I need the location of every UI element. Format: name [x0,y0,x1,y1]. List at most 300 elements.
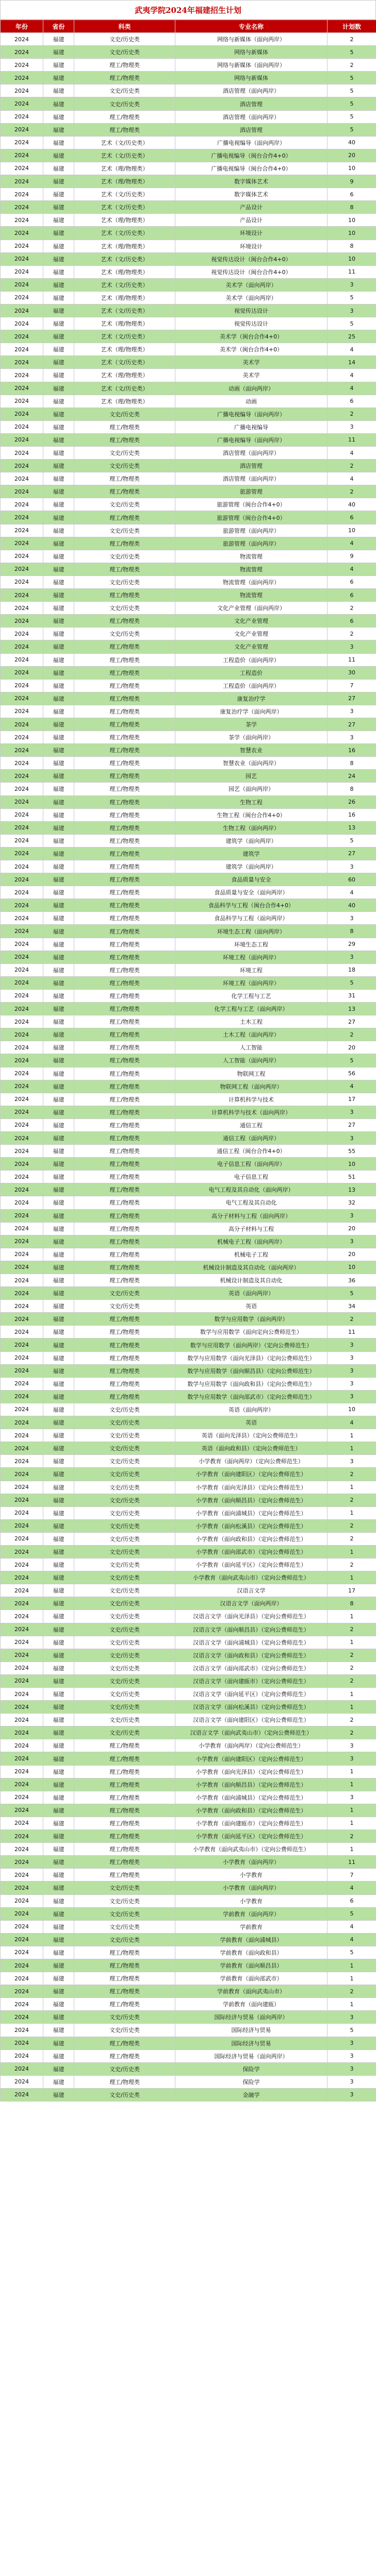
cell-year: 2024 [1,1894,43,1907]
cell-plan-count: 6 [328,589,376,602]
cell-subject-type: 理工/物理类 [74,1171,175,1183]
cell-subject-type: 艺术（理/物理类） [74,343,175,356]
table-row [1,1442,376,1455]
cell-major: 化学工程与工艺（面向两岸） [175,1003,328,1015]
cell-year: 2024 [1,460,43,472]
cell-plan-count: 56 [328,1067,376,1080]
cell-year: 2024 [1,1830,43,1843]
cell-year: 2024 [1,420,43,433]
cell-plan-count: 5 [328,834,376,847]
cell-province: 福建 [43,447,74,460]
cell-subject-type: 文史/历史类 [74,1726,175,1739]
cell-year: 2024 [1,1519,43,1532]
cell-major: 动画（面向两岸） [175,382,328,395]
cell-province: 福建 [43,1765,74,1778]
cell-province: 福建 [43,265,74,278]
table-row [1,136,376,149]
cell-plan-count: 1 [328,1701,376,1714]
cell-subject-type: 文史/历史类 [74,2088,175,2101]
cell-province: 福建 [43,1610,74,1623]
cell-province: 福建 [43,1028,74,1041]
cell-plan-count: 1 [328,1429,376,1442]
cell-major: 学前教育 [175,1920,328,1933]
cell-year: 2024 [1,1313,43,1326]
cell-subject-type: 理工/物理类 [74,1313,175,1326]
cell-plan-count: 6 [328,575,376,588]
cell-plan-count: 5 [328,84,376,97]
cell-plan-count: 3 [328,2037,376,2049]
cell-plan-count: 3 [328,951,376,963]
cell-major: 网络与新媒体 [175,72,328,84]
cell-major: 美术学（面向两岸） [175,278,328,291]
cell-subject-type: 理工/物理类 [74,963,175,976]
cell-plan-count: 1 [328,1545,376,1558]
cell-subject-type: 文史/历史类 [74,1597,175,1610]
cell-subject-type: 理工/物理类 [74,679,175,692]
cell-province: 福建 [43,175,74,188]
cell-subject-type: 理工/物理类 [74,925,175,938]
cell-subject-type: 理工/物理类 [74,886,175,899]
cell-province: 福建 [43,343,74,356]
cell-major: 土木工程（面向两岸） [175,1028,328,1041]
cell-plan-count: 6 [328,188,376,201]
table-row [1,1209,376,1222]
cell-subject-type: 理工/物理类 [74,1972,175,1985]
cell-province: 福建 [43,1817,74,1829]
cell-subject-type: 文史/历史类 [74,1894,175,1907]
cell-subject-type: 文史/历史类 [74,1403,175,1416]
cell-subject-type: 理工/物理类 [74,640,175,653]
cell-province: 福建 [43,1843,74,1856]
cell-major: 小学教育（面向松溪县）（定向公费师范生） [175,1519,328,1532]
cell-subject-type: 理工/物理类 [74,1791,175,1804]
table-row [1,1869,376,1882]
cell-plan-count: 5 [328,1907,376,1920]
table-row [1,783,376,795]
cell-plan-count: 1 [328,1688,376,1701]
cell-subject-type: 文史/历史类 [74,46,175,59]
cell-province: 福建 [43,1869,74,1882]
table-row [1,1118,376,1131]
cell-major: 化学工程与工艺 [175,989,328,1002]
cell-plan-count: 3 [328,1455,376,1468]
cell-year: 2024 [1,1248,43,1261]
cell-year: 2024 [1,1287,43,1300]
cell-plan-count: 8 [328,757,376,770]
cell-subject-type: 理工/物理类 [74,1028,175,1041]
cell-plan-count: 3 [328,420,376,433]
cell-major: 计算机科学与技术（面向两岸） [175,1106,328,1118]
cell-subject-type: 文史/历史类 [74,1468,175,1481]
cell-year: 2024 [1,1571,43,1584]
cell-major: 旅游管理 [175,485,328,498]
table-row [1,1067,376,1080]
cell-year: 2024 [1,1183,43,1196]
cell-year: 2024 [1,1364,43,1377]
cell-year: 2024 [1,240,43,252]
cell-province: 福建 [43,1714,74,1726]
cell-subject-type: 理工/物理类 [74,989,175,1002]
cell-plan-count: 17 [328,1093,376,1106]
cell-plan-count: 3 [328,1338,376,1351]
cell-major: 汉语言文学（面向延平区）（定向公费师范生） [175,1688,328,1701]
cell-subject-type: 理工/物理类 [74,976,175,989]
cell-plan-count: 2 [328,485,376,498]
cell-province: 福建 [43,1054,74,1067]
cell-province: 福建 [43,1326,74,1338]
cell-major: 小学教育（面向延平区）（定向公费师范生） [175,1830,328,1843]
cell-major: 汉语言文学（面向建阳区）（定向公费师范生） [175,1714,328,1726]
cell-major: 汉语言文学（面向浦城县）（定向公费师范生） [175,1636,328,1649]
cell-plan-count: 7 [328,679,376,692]
cell-plan-count: 17 [328,1584,376,1597]
cell-year: 2024 [1,821,43,834]
cell-plan-count: 2 [328,1558,376,1571]
cell-province: 福建 [43,123,74,136]
cell-subject-type: 理工/物理类 [74,1106,175,1118]
cell-plan-count: 10 [328,162,376,175]
cell-year: 2024 [1,692,43,705]
cell-province: 福建 [43,472,74,485]
cell-year: 2024 [1,1494,43,1506]
cell-plan-count: 4 [328,1882,376,1894]
cell-major: 国际经济与贸易（面向两岸） [175,2049,328,2062]
cell-plan-count: 3 [328,1364,376,1377]
cell-subject-type: 理工/物理类 [74,666,175,679]
table-row [1,1261,376,1274]
cell-plan-count: 4 [328,369,376,382]
cell-major: 英语（面向两岸） [175,1403,328,1416]
cell-plan-count: 5 [328,72,376,84]
table-row [1,408,376,420]
cell-major: 广播电视编导（面向两岸） [175,136,328,149]
cell-year: 2024 [1,653,43,666]
cell-major: 数学与应用数学（面向定向公费师范生） [175,1326,328,1338]
cell-subject-type: 文史/历史类 [74,1907,175,1920]
cell-province: 福建 [43,912,74,925]
table-row [1,1714,376,1726]
table-row [1,912,376,925]
table-row [1,175,376,188]
cell-province: 福建 [43,951,74,963]
cell-major: 汉语言文学（面向政和县）（定向公费师范生） [175,1649,328,1662]
table-row [1,1907,376,1920]
cell-subject-type: 理工/物理类 [74,59,175,72]
cell-major: 酒店管理（面向两岸） [175,84,328,97]
cell-plan-count: 1 [328,1804,376,1817]
cell-plan-count: 3 [328,1752,376,1765]
cell-plan-count: 2 [328,1532,376,1545]
table-row [1,214,376,227]
cell-subject-type: 文史/历史类 [74,1920,175,1933]
cell-province: 福建 [43,460,74,472]
cell-major: 小学教育（面向建瓯市）（定向公费师范生） [175,1817,328,1829]
table-row [1,460,376,472]
cell-subject-type: 理工/物理类 [74,653,175,666]
cell-year: 2024 [1,1145,43,1158]
cell-subject-type: 理工/物理类 [74,718,175,731]
cell-year: 2024 [1,395,43,408]
cell-province: 福建 [43,1662,74,1674]
table-row [1,1972,376,1985]
cell-subject-type: 艺术（理/物理类） [74,162,175,175]
cell-year: 2024 [1,615,43,628]
cell-province: 福建 [43,59,74,72]
cell-subject-type: 理工/物理类 [74,1003,175,1015]
cell-subject-type: 文史/历史类 [74,1714,175,1726]
cell-subject-type: 文史/历史类 [74,1882,175,1894]
table-row [1,46,376,59]
table-row [1,1571,376,1584]
cell-major: 产品设计 [175,201,328,214]
cell-year: 2024 [1,1701,43,1714]
cell-year: 2024 [1,1998,43,2011]
cell-major: 文化产业管理 [175,640,328,653]
cell-subject-type: 理工/物理类 [74,472,175,485]
cell-plan-count: 13 [328,821,376,834]
cell-plan-count: 3 [328,640,376,653]
cell-plan-count: 2 [328,33,376,46]
cell-subject-type: 理工/物理类 [74,1015,175,1028]
cell-plan-count: 27 [328,692,376,705]
cell-year: 2024 [1,550,43,563]
cell-province: 福建 [43,1364,74,1377]
table-row [1,563,376,575]
cell-year: 2024 [1,938,43,951]
cell-plan-count: 2 [328,1985,376,1998]
header-plan-count: 计划数 [328,20,376,33]
cell-subject-type: 理工/物理类 [74,873,175,886]
cell-major: 小学教育（面向顺昌县）（定向公费师范生） [175,1494,328,1506]
cell-year: 2024 [1,1468,43,1481]
cell-subject-type: 文史/历史类 [74,524,175,537]
cell-year: 2024 [1,731,43,744]
cell-year: 2024 [1,1662,43,1674]
cell-plan-count: 10 [328,227,376,240]
cell-major: 汉语言文学（面向建瓯市）（定向公费师范生） [175,1674,328,1687]
cell-subject-type: 理工/物理类 [74,2049,175,2062]
cell-major: 汉语言文学（面向两岸） [175,1597,328,1610]
cell-year: 2024 [1,2024,43,2037]
table-row [1,679,376,692]
cell-subject-type: 理工/物理类 [74,1778,175,1791]
cell-province: 福建 [43,498,74,511]
cell-subject-type: 理工/物理类 [74,705,175,718]
cell-year: 2024 [1,162,43,175]
cell-province: 福建 [43,136,74,149]
cell-year: 2024 [1,1649,43,1662]
header-year: 年份 [1,20,43,33]
cell-year: 2024 [1,1300,43,1313]
cell-major: 视觉传达设计（闽台合作4+0） [175,265,328,278]
table-row [1,1649,376,1662]
cell-subject-type: 理工/物理类 [74,1998,175,2011]
cell-year: 2024 [1,537,43,550]
cell-plan-count: 1 [328,1610,376,1623]
cell-plan-count: 25 [328,330,376,343]
cell-major: 学前教育（面向浦城县） [175,1933,328,1946]
cell-major: 美术学 [175,356,328,369]
cell-year: 2024 [1,485,43,498]
cell-major: 国际经济与贸易 [175,2037,328,2049]
cell-year: 2024 [1,2037,43,2049]
cell-plan-count: 5 [328,110,376,123]
cell-year: 2024 [1,1429,43,1442]
cell-plan-count: 3 [328,2062,376,2075]
table-row [1,1338,376,1351]
cell-province: 福建 [43,408,74,420]
cell-year: 2024 [1,873,43,886]
cell-year: 2024 [1,1843,43,1856]
cell-subject-type: 文史/历史类 [74,33,175,46]
cell-major: 机械设计制造及其自动化 [175,1274,328,1287]
cell-plan-count: 3 [328,860,376,873]
cell-major: 园艺 [175,770,328,783]
cell-subject-type: 理工/物理类 [74,72,175,84]
table-row [1,1171,376,1183]
table-row [1,343,376,356]
cell-year: 2024 [1,1196,43,1209]
table-row [1,2088,376,2101]
table-row [1,1674,376,1687]
cell-subject-type: 理工/物理类 [74,912,175,925]
cell-province: 福建 [43,1067,74,1080]
cell-year: 2024 [1,847,43,860]
table-row [1,1235,376,1248]
cell-subject-type: 理工/物理类 [74,1274,175,1287]
cell-major: 酒店管理（面向两岸） [175,110,328,123]
cell-major: 环境设计 [175,227,328,240]
cell-province: 福建 [43,395,74,408]
cell-province: 福建 [43,433,74,446]
table-row [1,757,376,770]
cell-year: 2024 [1,1688,43,1701]
cell-year: 2024 [1,72,43,84]
cell-major: 高分子材料与工程（面向两岸） [175,1209,328,1222]
cell-province: 福建 [43,1597,74,1610]
cell-province: 福建 [43,1791,74,1804]
cell-subject-type: 艺术（理/物理类） [74,240,175,252]
cell-subject-type: 理工/物理类 [74,692,175,705]
cell-year: 2024 [1,110,43,123]
cell-major: 小学教育（面向邵武市）（定向公费师范生） [175,1545,328,1558]
cell-province: 福建 [43,1752,74,1765]
cell-major: 小学教育（面向浦城县）（定向公费师范生） [175,1791,328,1804]
table-row [1,808,376,821]
cell-plan-count: 1 [328,1843,376,1856]
cell-province: 福建 [43,679,74,692]
table-row [1,97,376,110]
cell-subject-type: 理工/物理类 [74,783,175,795]
cell-major: 环境生态工程（面向两岸） [175,925,328,938]
cell-year: 2024 [1,46,43,59]
cell-plan-count: 5 [328,97,376,110]
cell-subject-type: 理工/物理类 [74,511,175,524]
table-row [1,1752,376,1765]
cell-plan-count: 1 [328,1778,376,1791]
cell-year: 2024 [1,188,43,201]
cell-plan-count: 3 [328,1106,376,1118]
cell-year: 2024 [1,1093,43,1106]
cell-subject-type: 理工/物理类 [74,1765,175,1778]
cell-plan-count: 27 [328,1015,376,1028]
cell-subject-type: 文史/历史类 [74,1429,175,1442]
table-row [1,149,376,162]
cell-plan-count: 8 [328,783,376,795]
table-row [1,524,376,537]
cell-plan-count: 4 [328,1933,376,1946]
cell-province: 福建 [43,84,74,97]
cell-plan-count: 11 [328,653,376,666]
cell-subject-type: 文史/历史类 [74,1688,175,1701]
cell-year: 2024 [1,472,43,485]
table-row [1,1726,376,1739]
cell-plan-count: 3 [328,1791,376,1804]
cell-plan-count: 5 [328,46,376,59]
cell-subject-type: 艺术（理/物理类） [74,265,175,278]
cell-subject-type: 理工/物理类 [74,1804,175,1817]
cell-year: 2024 [1,291,43,304]
cell-year: 2024 [1,925,43,938]
cell-year: 2024 [1,1403,43,1416]
table-row [1,1300,376,1313]
cell-major: 汉语言文学（面向光泽县）（定向公费师范生） [175,1610,328,1623]
cell-plan-count: 4 [328,886,376,899]
header-subject-type: 科类 [74,20,175,33]
cell-year: 2024 [1,679,43,692]
cell-major: 生物工程（面向两岸） [175,821,328,834]
table-row [1,770,376,783]
cell-year: 2024 [1,1739,43,1752]
table-row [1,188,376,201]
cell-year: 2024 [1,1351,43,1364]
cell-province: 福建 [43,2062,74,2075]
cell-year: 2024 [1,1558,43,1571]
cell-year: 2024 [1,343,43,356]
cell-plan-count: 26 [328,795,376,808]
table-row [1,447,376,460]
cell-province: 福建 [43,653,74,666]
cell-plan-count: 3 [328,304,376,317]
table-row [1,1429,376,1442]
cell-subject-type: 文史/历史类 [74,1649,175,1662]
cell-subject-type: 文史/历史类 [74,550,175,563]
cell-year: 2024 [1,511,43,524]
cell-plan-count: 2 [328,1519,376,1532]
cell-plan-count: 5 [328,1054,376,1067]
table-row [1,330,376,343]
cell-province: 福建 [43,783,74,795]
cell-plan-count: 1 [328,1972,376,1985]
table-row [1,227,376,240]
cell-subject-type: 艺术（文/历史类） [74,356,175,369]
table-row [1,84,376,97]
table-row [1,1519,376,1532]
table-row [1,1222,376,1235]
table-row [1,1274,376,1287]
table-row [1,2049,376,2062]
table-row [1,1403,376,1416]
cell-province: 福建 [43,1830,74,1843]
cell-subject-type: 理工/物理类 [74,563,175,575]
table-row [1,1015,376,1028]
cell-province: 福建 [43,1584,74,1597]
cell-plan-count: 6 [328,1894,376,1907]
cell-major: 学前教育（面向顺昌县） [175,1959,328,1972]
cell-major: 汉语言文学（面向顺昌县）（定向公费师范生） [175,1623,328,1636]
table-row [1,1506,376,1519]
cell-subject-type: 理工/物理类 [74,2075,175,2088]
